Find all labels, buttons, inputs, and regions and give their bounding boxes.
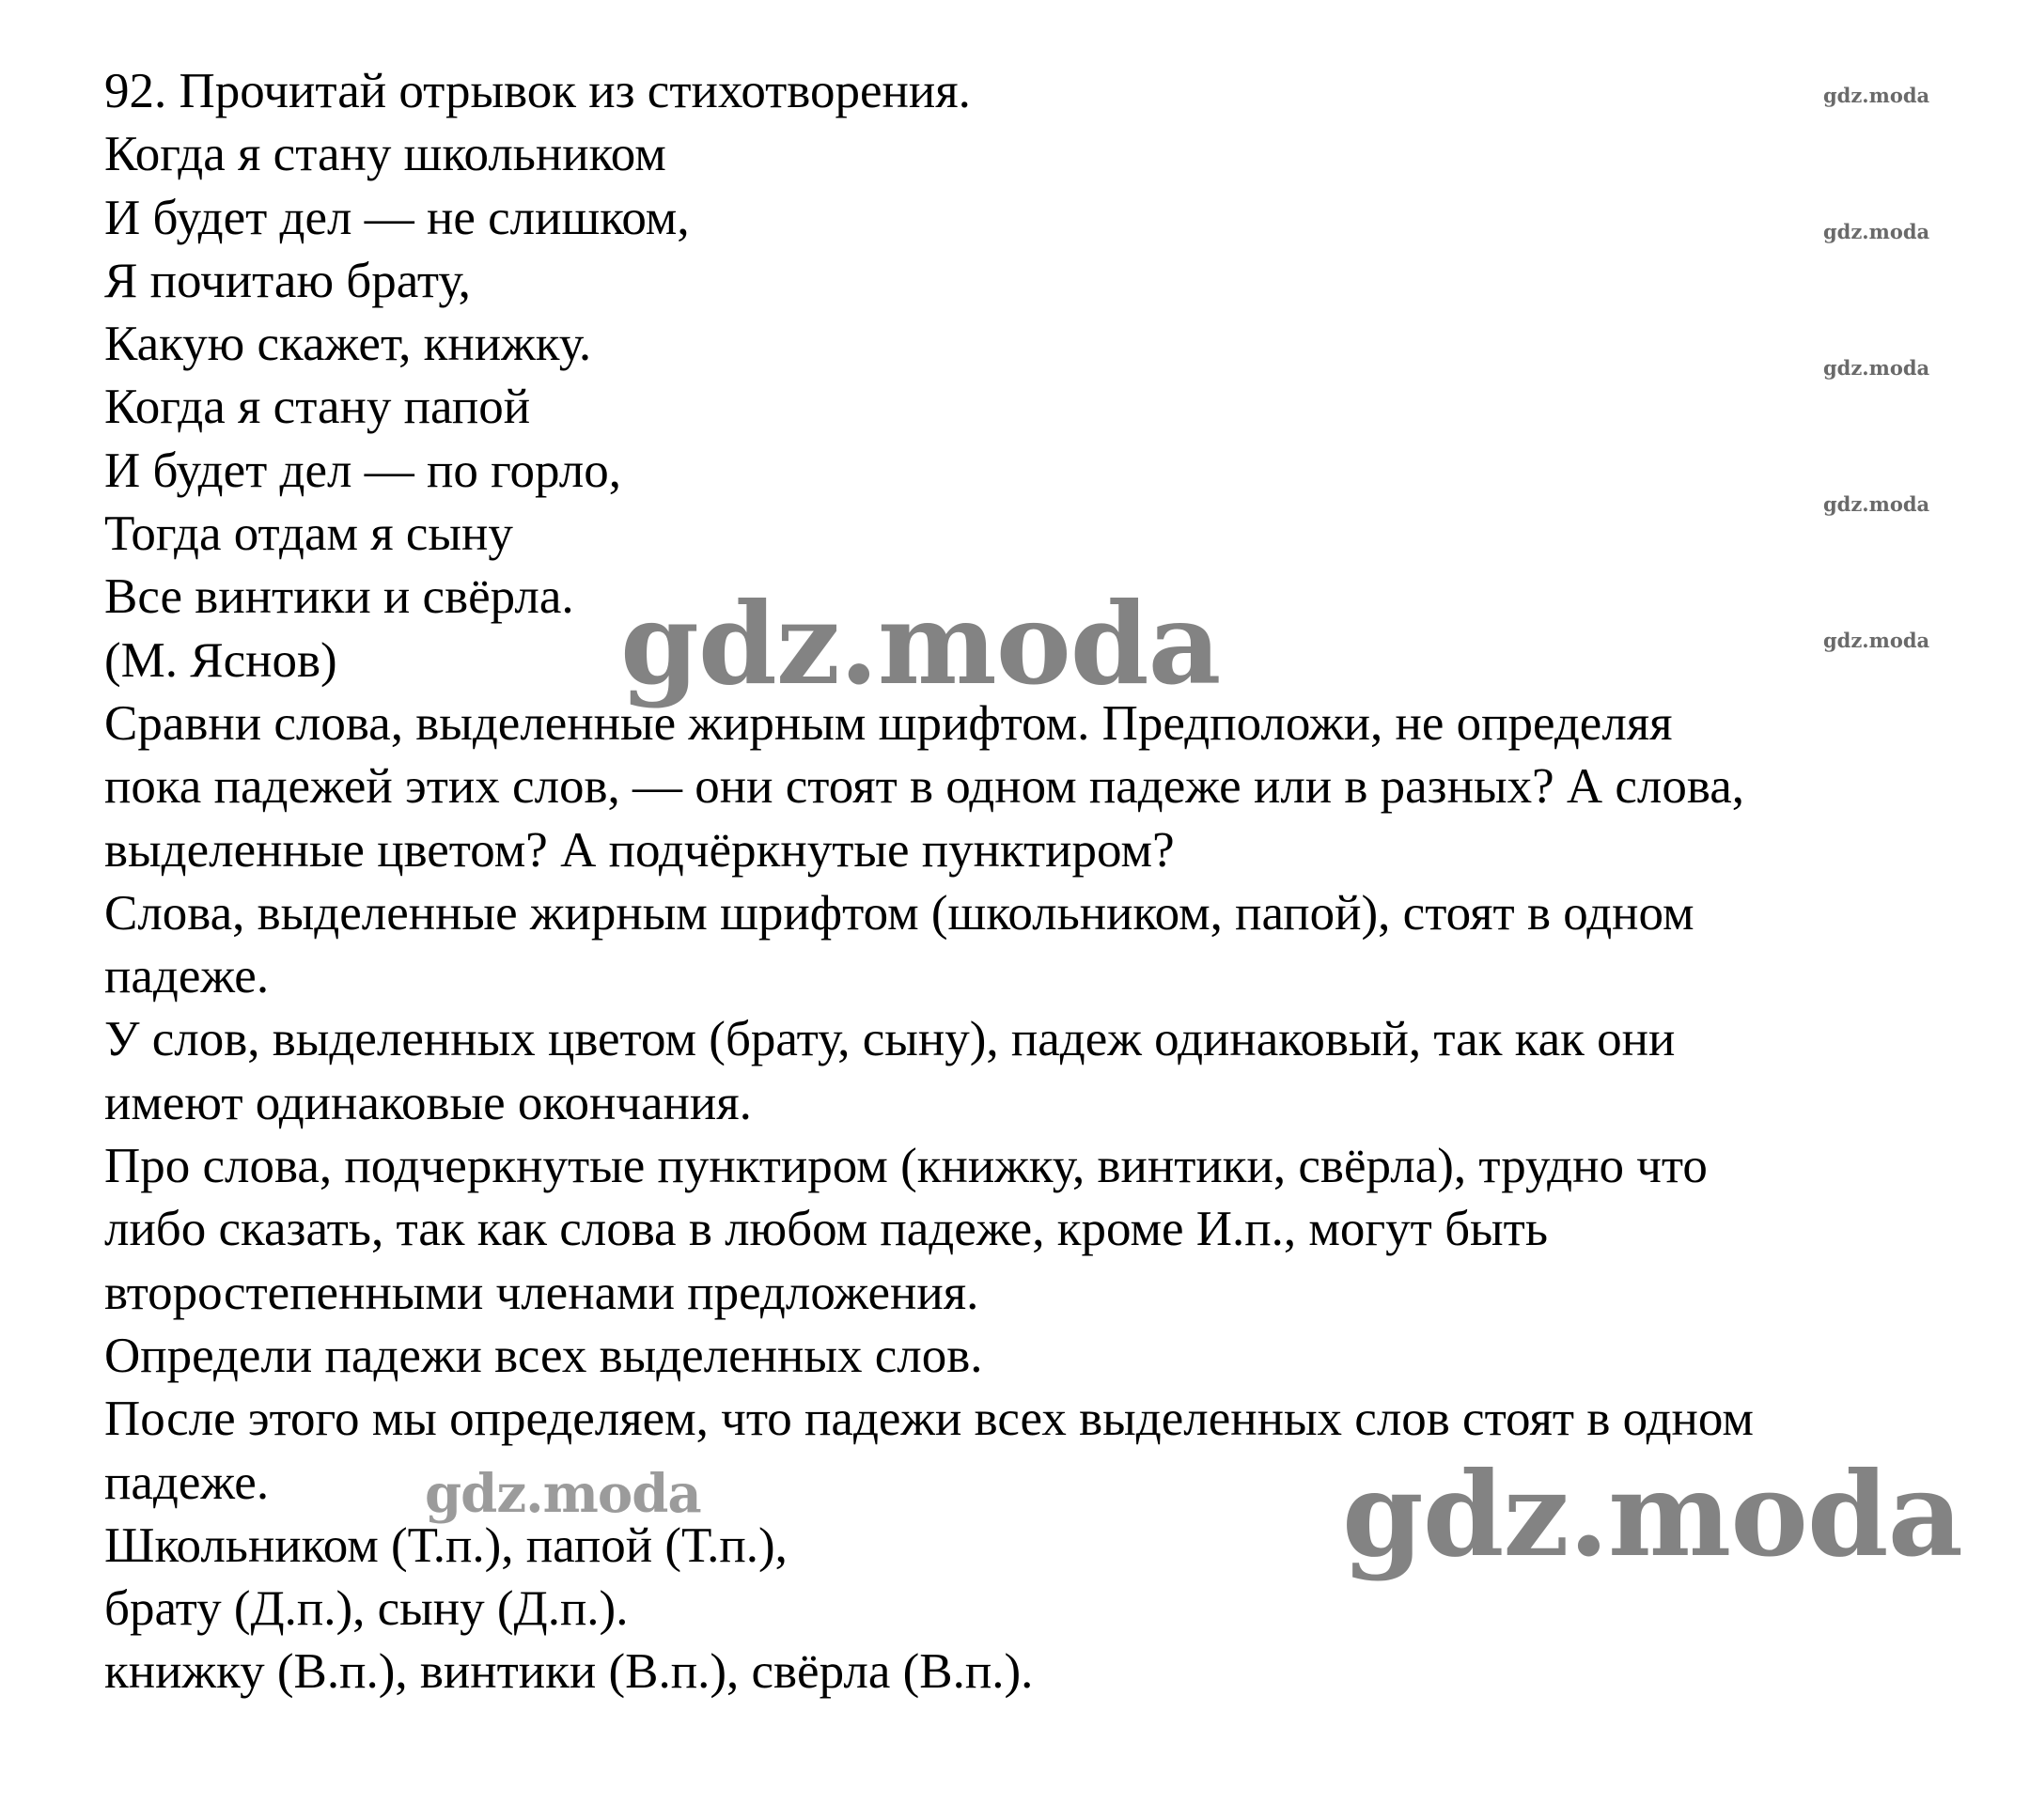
- watermark-small: gdz.moda: [1823, 629, 1930, 652]
- poem-line: Тогда отдам я сыну: [104, 506, 513, 562]
- poem-line: И будет дел — по горло,: [104, 443, 622, 498]
- answer-cases-line: книжку (В.п.), винтики (В.п.), свёрла (В.п.).: [104, 1644, 1034, 1700]
- poem-line: И будет дел — не слишком,: [104, 190, 690, 245]
- answer-text: второстепенными членами предложения.: [104, 1265, 979, 1320]
- watermark-large: gdz.moda: [620, 578, 1221, 710]
- poem-line: Все винтики и свёрла.: [104, 569, 574, 625]
- watermark-small: gdz.moda: [1823, 84, 1930, 107]
- task-text: Определи падежи всех выделенных слов.: [104, 1328, 983, 1383]
- exercise-title: 92. Прочитай отрывок из стихотворения.: [104, 64, 971, 118]
- task-text: Сравни слова, выделенные жирным шрифтом. Предположи, не определяя: [104, 695, 1673, 751]
- answer-text: имеют одинаковые окончания.: [104, 1075, 752, 1130]
- answer-text: У слов, выделенных цветом (брату, сыну), падеж одинаковый, так как они: [104, 1012, 1676, 1067]
- answer-cases-line: брату (Д.п.), сыну (Д.п.).: [104, 1581, 629, 1637]
- poem-line: Какую скажет, книжку.: [104, 317, 592, 372]
- watermark-small: gdz.moda: [1823, 220, 1930, 243]
- poem-author: (М. Яснов): [104, 632, 337, 688]
- answer-text: После этого мы определяем, что падежи всех выделенных слов стоят в одном: [104, 1392, 1754, 1447]
- poem-line: Когда я стану папой: [104, 380, 531, 435]
- answer-text: Про слова, подчеркнутые пунктиром (книжку, винтики, свёрла), трудно что: [104, 1139, 1708, 1194]
- watermark-medium: gdz.moda: [425, 1463, 701, 1525]
- watermark-large: gdz.moda: [1342, 1447, 1962, 1583]
- answer-text: Слова, выделенные жирным шрифтом (школьником, папой), стоят в одном: [104, 885, 1694, 941]
- answer-cases-line: Школьником (Т.п.), папой (Т.п.),: [104, 1517, 788, 1573]
- poem-line: Когда я стану школьником: [104, 127, 666, 182]
- answer-text: падеже.: [104, 1454, 270, 1510]
- task-text: пока падежей этих слов, — они стоят в одном падеже или в разных? А слова,: [104, 759, 1744, 815]
- watermark-small: gdz.moda: [1823, 492, 1930, 516]
- watermark-small: gdz.moda: [1823, 356, 1930, 380]
- answer-text: либо сказать, так как слова в любом падеже, кроме И.п., могут быть: [104, 1202, 1548, 1257]
- answer-text: падеже.: [104, 949, 270, 1004]
- poem-line: Я почитаю брату,: [104, 253, 471, 308]
- task-text: выделенные цветом? А подчёркнутые пунктиром?: [104, 822, 1175, 878]
